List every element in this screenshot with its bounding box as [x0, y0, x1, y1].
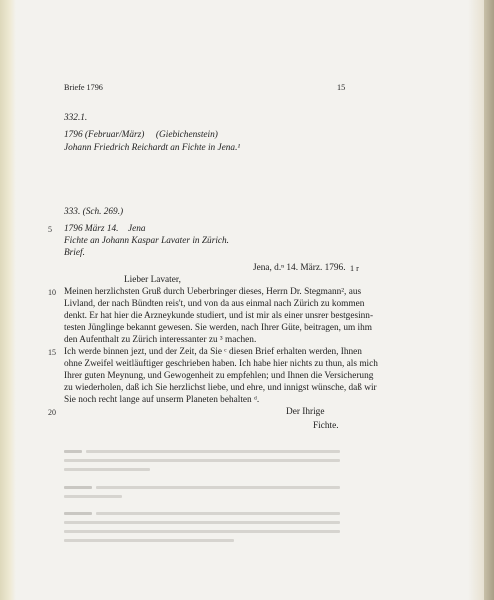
entry-332-correspondents: Johann Friedrich Reichardt an Fichte in Jena.¹: [64, 143, 241, 153]
running-title: Briefe 1796: [64, 83, 103, 92]
entry-333-type: Brief.: [64, 248, 85, 258]
line-number-5: 5: [48, 225, 52, 234]
letter-closing: Der Ihrige: [286, 407, 325, 417]
page-number: 15: [337, 83, 346, 92]
line-number-20: 20: [48, 408, 56, 417]
entry-333-number: 333. (Sch. 269.): [64, 207, 124, 217]
letter-line: Meinen herzlichsten Gruß durch Ueberbringer dieses, Herrn Dr. Stegmann², aus: [64, 287, 362, 297]
entry-333-place: Jena: [128, 224, 146, 234]
page-edge-shadow: [484, 0, 494, 600]
letter-line: zu wiederholen, daß ich Sie herzlichst liebe, und ehre, und innigst wünsche, daß wir: [64, 383, 377, 393]
letter-salutation: Lieber Lavater,: [124, 275, 181, 285]
letter-line: denkt. Er hat hier die Arzneykunde studiert, und ist mir als einer unsrer bestgesinn-: [64, 311, 374, 321]
book-spine-shadow: [0, 0, 16, 600]
letter-line: Ihrer guten Meynung, und Gewogenheit zu empfehlen; und Ihnen die Versicherung: [64, 371, 374, 381]
entry-333-date: 1796 März 14.: [64, 224, 119, 234]
letter-line: Ich werde binnen jezt, und der Zeit, da Sie ᶜ diesen Brief erhalten werden, Ihnen: [64, 347, 362, 357]
letter-line: ohne Zweifel weitläuftiger geschrieben haben. Ich habe hier nichts zu thun, als mich: [64, 359, 378, 369]
margin-folio-mark: 1 r: [350, 264, 359, 273]
letter-line: testen Jünglinge bekannt gewesen. Sie werden, nach Ihrer Güte, beitragen, um ihm: [64, 323, 372, 333]
letter-line: Livland, der nach Bündten reis't, und von da aus einmal nach Zürich zu kommen: [64, 299, 365, 309]
line-number-15: 15: [48, 348, 56, 357]
entry-333-correspondents: Fichte an Johann Kaspar Lavater in Zürich.: [64, 236, 230, 246]
line-number-10: 10: [48, 288, 56, 297]
letter-signature: Fichte.: [313, 421, 339, 431]
letter-line: den Aufenthalt zu Zürich interessanter zu ³ machen.: [64, 335, 257, 345]
entry-332-number: 332.1.: [64, 113, 88, 123]
entry-332-date-place: 1796 (Februar/März) (Giebichenstein): [64, 130, 218, 140]
letter-dateline: Jena, d.ⁿ 14. März. 1796.: [253, 263, 346, 273]
letter-line: Sie noch recht lange auf unserm Planeten behalten ᵈ.: [64, 395, 260, 405]
